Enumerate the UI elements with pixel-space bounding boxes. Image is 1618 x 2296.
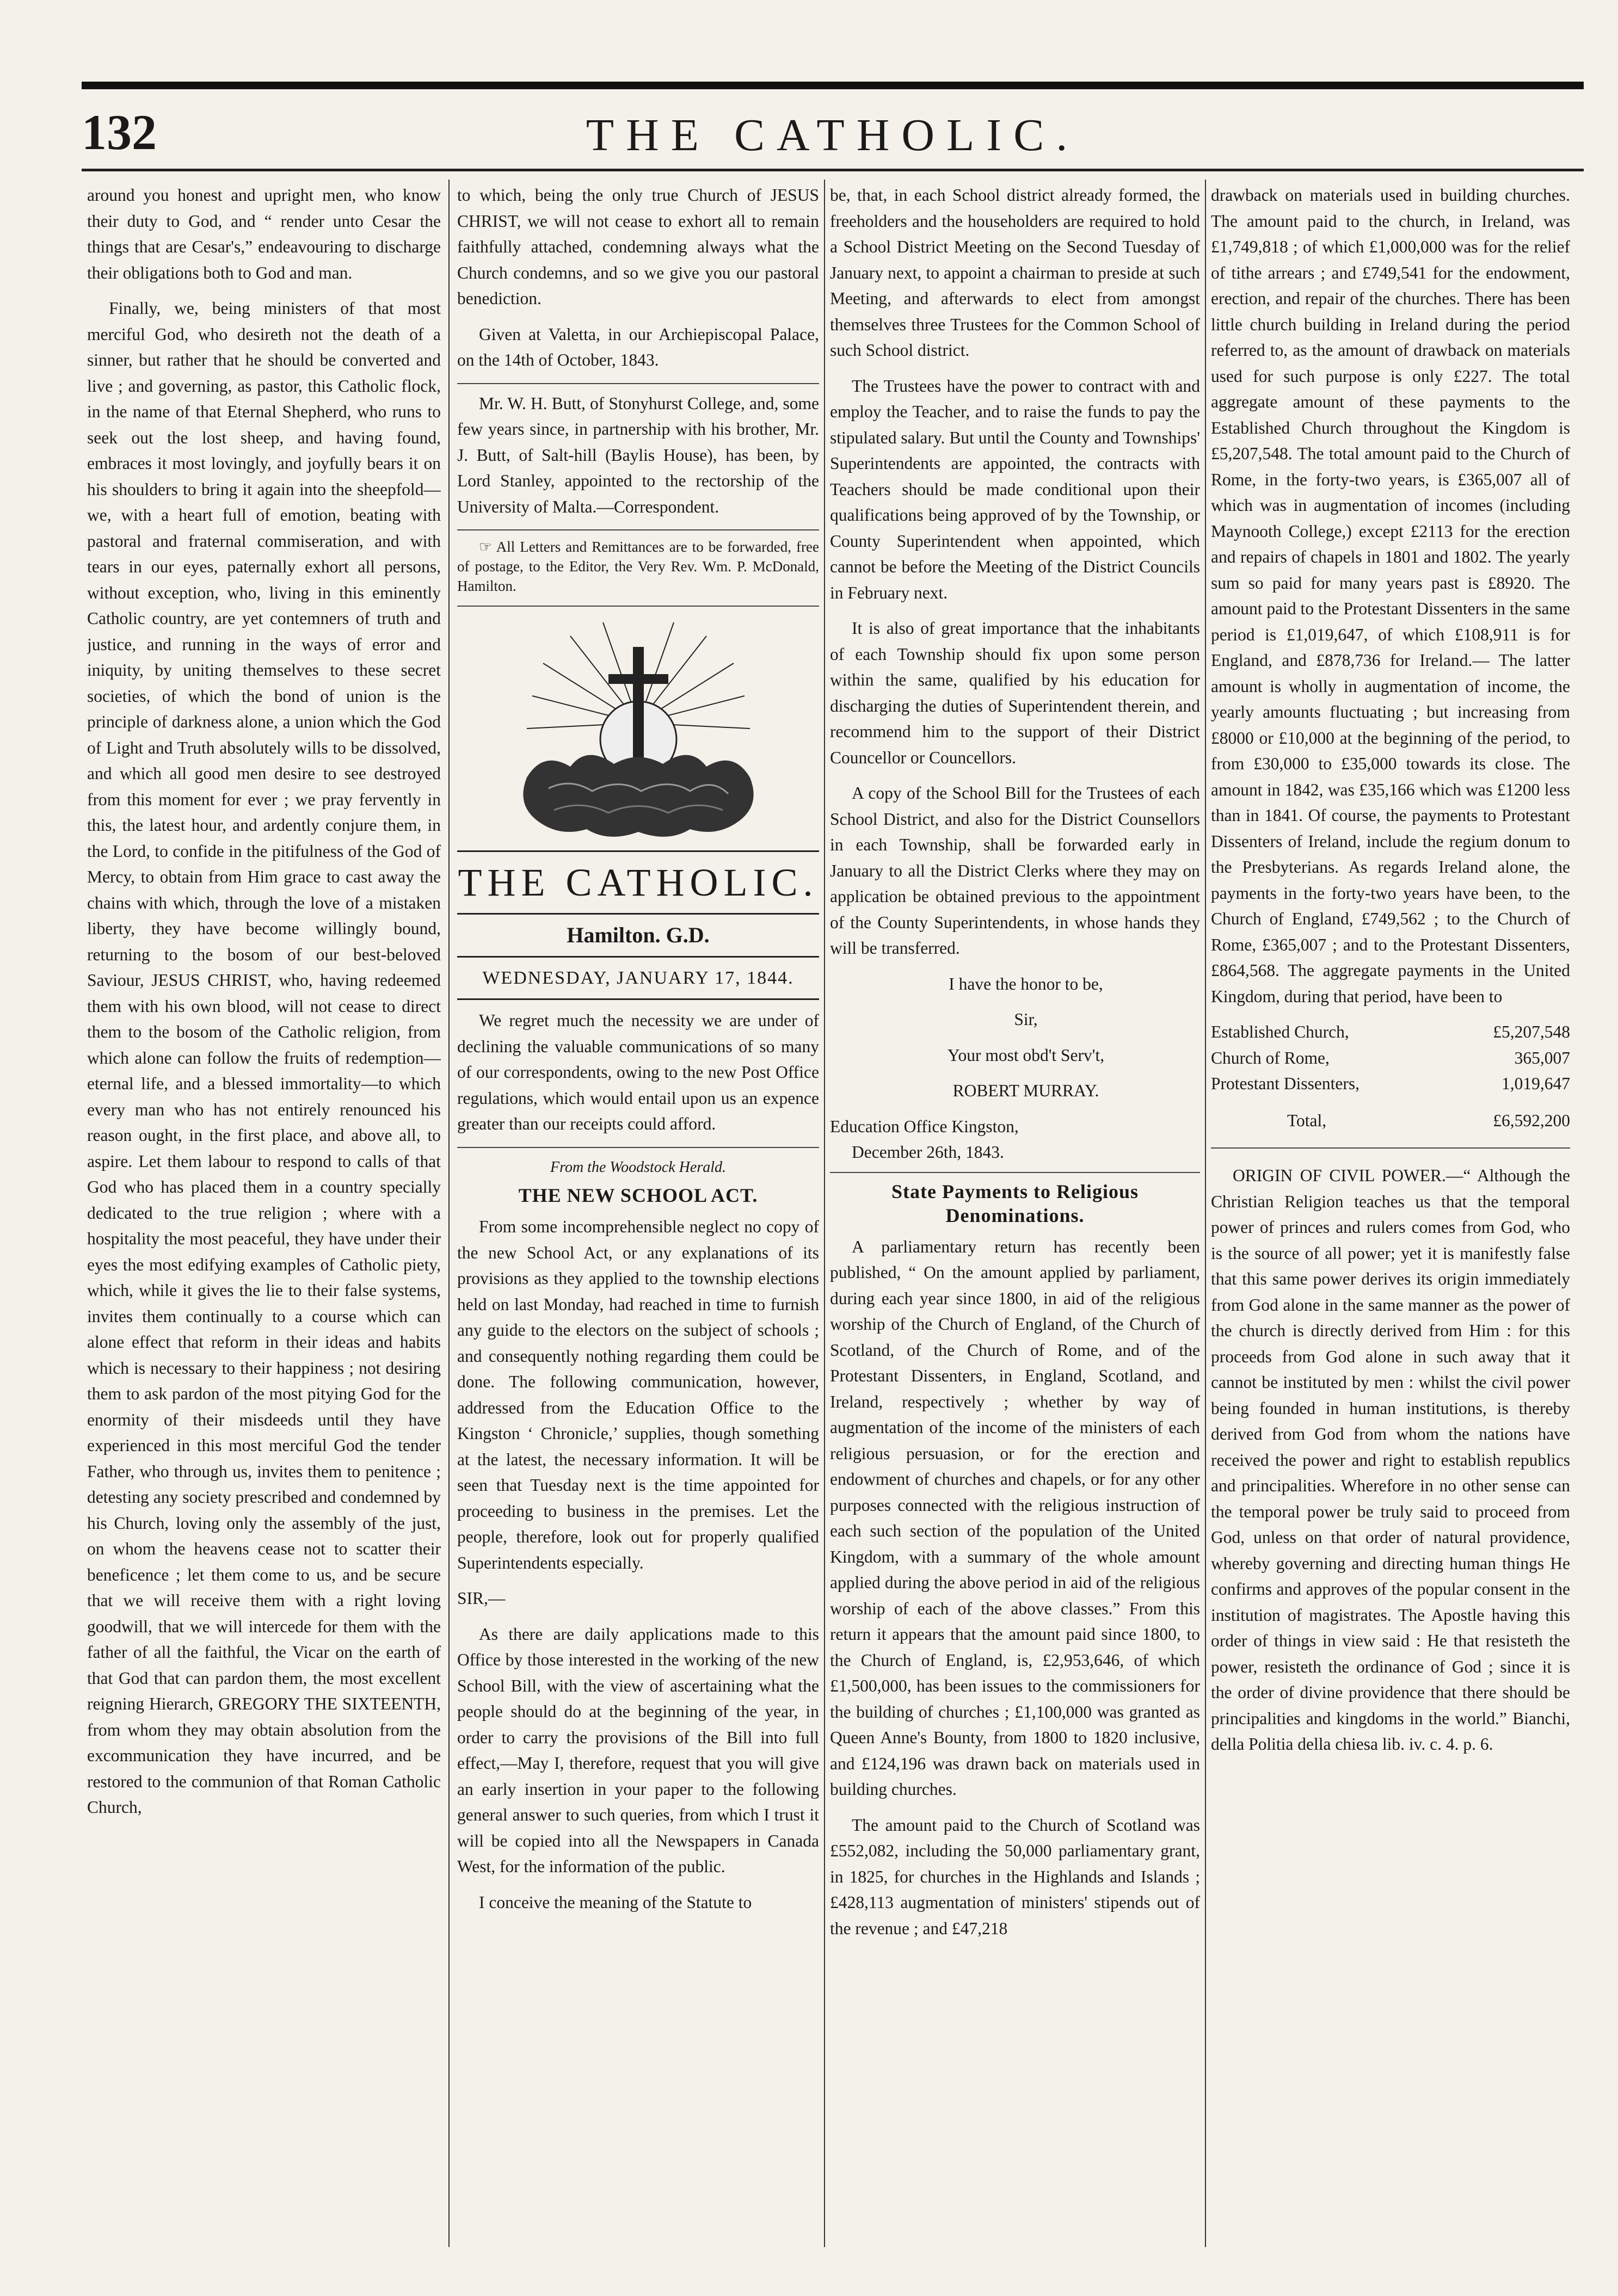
table-value: £5,207,548 — [1493, 1022, 1570, 1041]
article-heading: State Payments to Religious Denominations. — [891, 1180, 1139, 1226]
paragraph: From some incomprehensible neglect no copy of the new School Act, or any explanations of its provisions as they applied to the township elections held on last Monday, had reached in time to furnish any guide to the electors on the subject of schools ; and consequently nothing regarding them could be done. The following communication, however, addressed from the Education Office to the Kingston ‘ Chronicle,’ supplies, though something at the latest, the necessary information. It will be seen that Tuesday next is the time appointed for proceeding to business in the premises. Let the people, therefore, look out for properly qualified Superintendents especially. — [457, 1217, 819, 1572]
header-rule — [82, 169, 1584, 171]
column-separator — [824, 180, 825, 2247]
page-number: 132 — [82, 104, 157, 160]
signature-line: Your most obd't Serv't, — [947, 1045, 1105, 1065]
divider — [457, 383, 819, 384]
top-rule — [82, 82, 1584, 89]
masthead — [457, 850, 819, 1000]
office-date: December 26th, 1843. — [852, 1143, 1004, 1162]
paragraph: A parliamentary return has recently been published, “ On the amount applied by parliament, during each year since 1800, in aid of the religious worship of the Church of England, of the Church of Scotland, of the Church of Rome, and of the Protestant Dissenters, in England, Scotland, and Ireland, respectively ; whether by way of augmentation of the income of the ministers of each religious persuasion, or for the erection and endowment of churches and chapels, or for any other purposes connected with the religious instruction of each such section of the population of the United Kingdom, with a summary of the whole amount applied during the above period in aid of the religious worship of each of the above classes.” From this return it appears that the amount paid since 1800, to the Church of England, is, £2,953,646, of which £1,500,000, has been issues to the commissioners for the building of churches ; £1,100,000 was granted as Queen Anne's Bounty, from 1800 to 1820 inclusive, and £124,196 was drawn back on materials used in building churches. — [830, 1237, 1200, 1799]
table-row — [1211, 1045, 1570, 1071]
divider — [457, 606, 819, 607]
divider — [457, 529, 819, 530]
table-row — [1211, 1071, 1570, 1097]
divider — [457, 850, 819, 852]
table-total — [1211, 1108, 1570, 1134]
column-separator — [448, 180, 450, 2247]
column-separator — [1205, 180, 1206, 2247]
divider — [830, 1172, 1200, 1173]
table-value: 1,019,647 — [1502, 1074, 1570, 1093]
notice: ☞ All Letters and Remittances are to be forwarded, free of postage, to the Editor, the Very Rev. Wm. P. McDonald, Hamilton. — [457, 539, 819, 594]
paragraph: It is also of great importance that the inhabitants of each Township should fix upon some person within the same, qualified by his education for discharging the duties of Superintendent therein, and recommend him to the support of their District Councellor or Councellors. — [830, 619, 1200, 767]
paragraph: around you honest and upright men, who know their duty to God, and “ render unto Cesar the things that are Cesar's,” endeavouring to discharge their obligations both to God and man. — [87, 186, 441, 282]
table-label: Established Church, — [1211, 1022, 1349, 1041]
running-title: THE CATHOLIC. — [586, 110, 1080, 161]
total-value: £6,592,200 — [1493, 1110, 1570, 1130]
article-heading: THE NEW SCHOOL ACT. — [518, 1184, 758, 1206]
source-line: From the Woodstock Herald. — [550, 1158, 726, 1176]
paragraph: I conceive the meaning of the Statute to — [479, 1892, 752, 1912]
paragraph: As there are daily applications made to this Office by those interested in the working of the new School Bill, with the view of ascertaining what the people should do at the beginning of the year, in order to carry the provisions of the Bill into full effect,—May I, therefore, request that you will give an early insertion in your paper to the following general answer to such queries, from which I trust it will be copied into all the Newspapers in Canada West, for the information of the public. — [457, 1624, 819, 1876]
paragraph: drawback on materials used in building churches. The amount paid to the church, in Ireland, was £1,749,818 ; of which £1,000,000 was for the relief of tithe arrears ; and £749,541 for the endowment, erection, and repair of the churches. There has been little church building in Ireland during the period referred to, as the amount of drawback on materials used for such purpose is only £227. The total aggregate amount of these payments to the Established Church throughout the Kingdom is £5,207,548. The total amount paid to the Church of Rome, in the forty-two years, is £365,007 all of which was in augmentation of incomes (including Maynooth College,) except £2113 for the erection and repairs of chapels in 1801 and 1802. The yearly sum so paid for many years past is £8920. The amount paid to the Protestant Dissenters in the same period is £1,019,647, of which £108,911 is for England, and £878,736 for Ireland.— The latter amount is wholly in augmentation of income, the yearly amounts fluctuating ; but increasing from £8000 or £10,000 at the beginning of the period, to from £30,000 to £35,000 towards its close. The amount in 1842, was £35,166 which was £1200 less than in 1841. Of course, the payments to Protestant Dissenters of Ireland, include the regium donum to the Presbyterians. As regards Ireland alone, the payments in the forty-two years have been, to the Church of England, £749,562 ; to the Church of Rome, £365,007 ; and to the Protestant Dissenters, £864,568. The aggregate payments in the United Kingdom, during that period, have been to — [1211, 186, 1570, 1006]
signature-line: Sir, — [1014, 1010, 1038, 1029]
paragraph: Mr. W. H. Butt, of Stonyhurst College, and, some few years since, in partnership with his brother, Mr. J. Butt, of Salt-hill (Baylis House), has been, by Lord Stanley, appointed to the rectorship of the University of Malta.—Correspondent. — [457, 393, 819, 516]
divider — [457, 1147, 819, 1148]
office-line: Education Office Kingston, — [830, 1116, 1019, 1136]
column-4 — [1211, 182, 1570, 2244]
masthead-place: Hamilton. G.D. — [567, 923, 710, 947]
payments-table — [1211, 1019, 1570, 1133]
paragraph: ORIGIN OF CIVIL POWER.—“ Although the Christian Religion teaches us that the temporal power of princes and rulers comes from God, who is the source of all power; yet it is manifestly false that this same power derives its origin immediately from God alone in the same manner as the power of the church is directly derived from Him : for this proceeds from God alone in such away that it cannot be instituted by men : whilst the civil power being founded in human institutions, is thereby derived from God from whom the nations have received the power and right to establish republics and principalities. Wherefore in no other sense can the temporal power be truly said to proceed from God, unless on that order of natural providence, whereby governing and directing human things He confirms and approves of the popular consent in the institution of magistrates. The Apostle having this order of things in view said : He that resisteth the power, resisteth the ordinance of God ; since it is the order of divine providence that there should be principalities and kingdoms in the world.” Bianchi, della Politia della chiesa lib. iv. c. 4. p. 6. — [1211, 1166, 1570, 1754]
masthead-date: WEDNESDAY, JANUARY 17, 1844. — [482, 967, 794, 988]
total-label: Total, — [1287, 1110, 1327, 1130]
table-row — [1211, 1019, 1570, 1045]
column-1 — [87, 182, 441, 2244]
table-label: Church of Rome, — [1211, 1048, 1330, 1067]
divider — [1211, 1147, 1570, 1149]
paragraph: Finally, we, being ministers of that most merciful God, who desireth not the death of a sinner, but rather that he should be converted and live ; and governing, as pastor, this Catholic flock, in the name of that Eternal Shepherd, who runs to seek out the lost sheep, and having found, embraces it most lovingly, and joyfully bears it on his shoulders to bring it again into the sheepfold—we, with a heart full of emotion, beating with pastoral and fraternal commiseration, and with tears in our eyes, paternally exhort all persons, without exception, who, living in this eminently Catholic country, are yet contemners of truth and justice, and running in the ways of error and iniquity, by uniting themselves to these secret societies, of which the bond of union is the principle of darkness alone, a union which the God of Light and Truth absolutely wills to be dissolved, and which all good men desire to see destroyed from this moment for ever ; we pray fervently in this, the latest hour, and ardently conjure them, in the Lord, to confide in the pitifulness of the God of Mercy, to obtain from Him grace to cast away the chains with which, through the love of a mistaken liberty, they have become willingly bound, returning to the bosom of our best-beloved Saviour, JESUS CHRIST, who, having redeemed them with his own blood, will not cease to direct them to the bosom of the Catholic religion, from which alone can follow the fruits of redemption—eternal life, and a blessed immortality—to which every man who has not entirely renounced his reason ought, in the first place, and above all, to aspire. Let them labour to respond to calls of that God who has placed them in a country specially dedicated to the true religion ; where with a hospitality the most peaceful, they have under their eyes the most edifying examples of Catholic piety, which, while it gives the lie to their false systems, invites them continually to a course which can alone effect that reform in their ideas and habits which is necessary to their happiness ; not desiring them to ask pardon of the most pitying God for the enormity of their misdeeds until they have experienced in this most merciful God the tender Father, who through us, invites them to penitence ; detesting any society prescribed and condemned by his Church, loving only the assembly of the just, on whom the heavens cease not to scatter their beneficence ; let them come to us, and be secure that we will receive them with a right loving goodwill, that we will intercede for them with the father of all the faithful, the Vicar on the earth of that God that can pardon them, the most excellent reigning Hierarch, GREGORY THE SIXTEENTH, from whom they may obtain absolution from the excommunication they have incurred, and be restored to the communion of that Roman Catholic Church, — [87, 299, 441, 1817]
paragraph: The amount paid to the Church of Scotland was £552,082, including the 50,000 parliamentary grant, in 1825, for churches in the Highlands and Islands ; £428,113 augmentation of ministers' stipends out of the revenue ; and £47,218 — [830, 1815, 1200, 1938]
table-label: Protestant Dissenters, — [1211, 1074, 1359, 1093]
paragraph: A copy of the School Bill for the Trustees of each School District, and also for the District Counsellors in each Township, shall be forwarded early in January to all the District Clerks where they may on application be obtained previous to the appointment of the County Superintendents, in whose hands they will be transferred. — [830, 783, 1200, 958]
divider — [457, 956, 819, 958]
signature-line: I have the honor to be, — [949, 974, 1103, 993]
divider — [457, 998, 819, 1000]
paragraph: be, that, in each School district already formed, the freeholders and the householders are required to hold a School District Meeting on the Second Tuesday of January next, to appoint a chairman to preside at such Meeting, and afterwards to elect from amongst themselves three Trustees for the Common School of such School district. — [830, 186, 1200, 360]
cross-woodcut-image — [510, 614, 766, 843]
page-header — [82, 98, 1584, 163]
paragraph: Given at Valetta, in our Archiepiscopal Palace, on the 14th of October, 1843. — [457, 324, 819, 369]
paragraph: The Trustees have the power to contract with and employ the Teacher, and to raise the funds to pay the stipulated salary. But until the County and Townships' Superintendents are appointed, the contracts with Teachers should be made conditional upon their qualifications being approved of by the Township, or County Superintendent when appointed, which cannot be before the Meeting of the District Councils in February next. — [830, 376, 1200, 602]
masthead-title: THE CATHOLIC. — [458, 861, 819, 904]
divider — [457, 913, 819, 915]
paragraph: to which, being the only true Church of JESUS CHRIST, we will not cease to exhort all to remain faithfully attached, condemning always what the Church condemns, and so we give you our pastoral benediction. — [457, 186, 819, 308]
table-value: 365,007 — [1514, 1048, 1570, 1067]
signature-name: ROBERT MURRAY. — [952, 1081, 1099, 1100]
salutation: SIR,— — [457, 1589, 506, 1608]
paragraph: We regret much the necessity we are under of declining the valuable communications of so many of our correspondents, owing to the new Post Office regulations, which would entail upon us an expence greater than our receipts could afford. — [457, 1011, 819, 1133]
column-2 — [457, 182, 819, 2244]
column-3 — [830, 182, 1200, 2244]
